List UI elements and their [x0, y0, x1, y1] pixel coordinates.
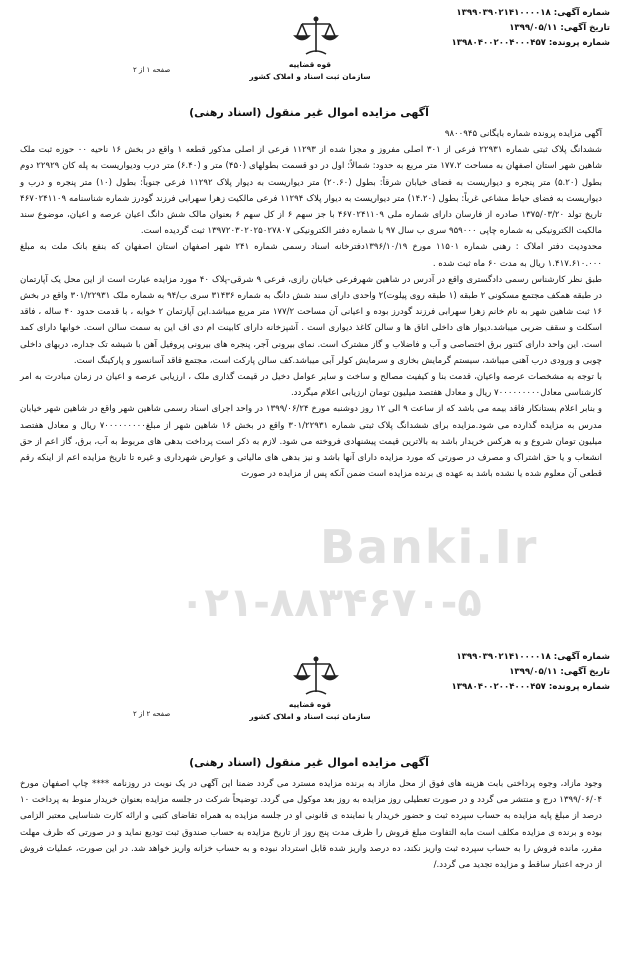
- case-number: شماره پرونده: ۱۳۹۸۰۴۰۰۲۰۰۴۰۰۰۴۵۷: [451, 38, 610, 48]
- judiciary-label: قوه قضاییه: [288, 700, 332, 709]
- watermark-phone: ۰۲۱-۸۸۳۴۶۷۰-۵: [180, 580, 482, 626]
- notice-page-2: [0, 640, 618, 954]
- page-number: صفحه ۲ از ۲: [133, 710, 171, 718]
- paragraph: و بنابر اعلام بستانکار فاقد بیمه می باشد که از ساعت ۹ الی ۱۲ روز دوشنبه مورخ ۱۳۹۹/۰۶/۲۴ در واحد اجرای اسناد رسمی شاهین شهر واقع در شاهین شهر خیابان مدرس به مزایده گذارده می شود.مزایده برای ششدانگ پلاک ثبتی شماره ۳۰۱/۲۲۹۳۱ واقع در بخش ۱۶ شاهین شهر از مبلغ۷۰۰۰۰۰۰۰۰۰ ریال و معادل هفتصد میلیون تومان شروع و به هرکس خریدار باشد به بالاترین قیمت پیشنهادی فروخته می شود. لازم به ذکر است پرداخت بدهی های مربوط به آب، برق، گاز اعم از حق انشعاب و یا حق اشتراک و مصرف در صورتی که مورد مزایده دارای آنها باشد و نیز بدهی های مالیاتی و عوارض شهرداری و غیره تا تاریخ مزایده اعم از اینکه رقم قطعی آن معلوم شده یا نشده باشد به عهده ی برنده مزایده است ضمن آنکه پس از مزایده در صورت: [20, 404, 602, 480]
- org-name: سازمان ثبت اسناد و املاک کشور: [249, 712, 371, 721]
- notice-body: [20, 776, 602, 873]
- page-number: صفحه ۱ از ۲: [133, 66, 171, 74]
- watermark-text: Banki.Ir: [320, 520, 539, 574]
- notice-number: شماره آگهی: ۱۳۹۹۰۳۹۰۲۱۴۱۰۰۰۰۱۸: [456, 652, 610, 662]
- notice-title: آگهی مزایده اموال غیر منقول (اسناد رهنی): [189, 756, 429, 769]
- notice-date: تاریخ آگهی: ۱۳۹۹/۰۵/۱۱: [509, 23, 610, 33]
- judiciary-label: قوه قضاییه: [288, 60, 332, 69]
- judiciary-emblem-icon: [292, 14, 340, 60]
- org-name: سازمان ثبت اسناد و املاک کشور: [249, 72, 371, 81]
- notice-meta: [418, 650, 610, 695]
- paragraph: ششدانگ پلاک ثبتی شماره ۲۲۹۳۱ فرعی از ۳۰۱ اصلی مفروز و مجزا شده از ۱۱۲۹۳ فرعی از اصلی مذکور قطعه ۱ واقع در بخش ۱۶ ناحیه ۰۰ حوزه ثبت ملک شاهین شهر استان اصفهان به مساحت ۱۷۷.۲ متر مربع به حدود: شمالاً: اول در دو قسمت بطولهای (۴۵۰) متر و (۶.۴۰) متر درب ودیواریست به پله کان ۲۲۹۲۹ دوم بطول (۵.۲۰) متر پنجره و دیواریست به فضای خیابان شرقاً: بطول (۲۰.۶۰) متر دیواریست به دیوار پلاک ۱۱۲۹۲ فرعی جنوباً: بطول (۱۰) متر پنجره و درب و دیواریست به فضای حیاط مشاعی غرباً: بطول (۱۴.۲۰) متر دیواریست به دیوار پلاک ۱۱۲۹۴ فرعی مالکیت زهرا سهرابی فرزند گودرز شماره شناسنامه ۴۶۷۰۲۴۱۱۰۹ تاریخ تولد ۱۳۷۵/۰۳/۲۰ صادره از فارسان دارای شماره ملی ۴۶۷۰۲۴۱۱۰۹ با جز سهم ۶ از کل سهم ۶ بعنوان مالک شش دانگ اعیان عرصه و اعیان، موضوع سند مالکیت الکترونیکی به شماره چاپی ۹۵۹۰۰۰ سری ب سال ۹۷ با شماره دفتر الکترونیکی ۱۳۹۷۲۰۳۰۲۰۲۵۰۲۷۸۰۷ ثبت گردیده است.: [20, 145, 603, 237]
- paragraph: طبق نظر کارشناس رسمی دادگستری واقع در آدرس در شاهین شهرفرعی خیابان رازی، فرعی ۹ شرقی-پلاک ۴۰ مورد مزایده عبارت است از این محل یک آپارتمان در طبقه همکف مجتمع مسکونی ۲ طبقه (۱ طبقه روی پیلوت)۲ واحدی دارای سند شش دانگ به شماره ۳۱۴۳۶ سری ب/۹۴ به شماره ملک ۳۰۱/۲۲۹۳۱ واقع در بخش ۱۶ ثبت شاهین شهر به نام خانم زهرا سهرابی فرزند گودرز بوده و اعیانی آن مساحت ۱۷۷/۲ متر مربع میباشد.این آپارتمان ۲ خوابه ، با قدمت حدود ۴۰ ساله ، فاقد اسکلت و سقف ضربی میباشد.دیوار های داخلی اتاق ها و سالن کاغذ دیواری است . آشپزخانه دارای کابینت ام دی اف این به سمت سالن است. خوابها دارای کمد است. این واحد دارای کنتور برق اختصاصی و آب و فاضلاب و گاز مشترک است. نمای بیرونی آجر، پنجره های بیرونی پروفیل آهن با شیشه تک جداره، دربهای داخلی چوبی و ورودی درب آهنی میباشد، سیستم گرمایش بخاری و سرمایش کولر آبی میباشد.کف سالن پارکت است، مجتمع فاقد آسانسور و پارکینگ است.: [20, 274, 603, 366]
- judiciary-emblem-icon: [292, 654, 340, 700]
- paragraph: با توجه به مشخصات عرصه واعیان، قدمت بنا و کیفیت مصالح و ساخت و سایر عوامل دخیل در قیمت گذاری ملک ، ارزیابی عرصه و اعیان در زمان مبادرت به امر کارشناسی معادل۷۰۰۰۰۰۰۰۰۰ ریال و معادل هفتصد میلیون تومان ارزیابی اعلام میگردد.: [20, 372, 602, 399]
- case-number: شماره پرونده: ۱۳۹۸۰۴۰۰۲۰۰۴۰۰۰۴۵۷: [451, 682, 610, 692]
- paragraph: آگهی مزایده پرونده شماره بایگانی ۹۸۰۰۹۴۵: [444, 129, 602, 139]
- paragraph: وجود مازاد، وجوه پرداختی بابت هزینه های فوق از محل مازاد به برنده مزایده مسترد می گردد ضمنا این آگهی در یک نوبت در روزنامه **** چاپ اصفهان مورخ ۱۳۹۹/۰۶/۰۴ درج و منتشر می گردد و در صورت تعطیلی روز مزایده به روز بعد موکول می گردد. توضیحاً شرکت در جلسه مزایده بعنوان خریدار منوط به پرداخت ۱۰ درصد از مبلغ پایه مزایده به حساب سپرده ثبت و حضور خریدار یا نماینده ی قانونی او در جلسه مزایده به همراه تقاضای کتبی و ارائه کارت شناسایی معتبر الزامی بوده و برنده ی مزایده مکلف است مابه التفاوت مبلغ فروش را ظرف مدت پنج روز از تاریخ مزایده به حساب صندوق ثبت تودیع نماید و در صورتی که ظرف مهلت مقرر، مانده فروش را به حساب سپرده ثبت واریز نکند، ده درصد واریز شده قابل استرداد نبوده و به حساب خزانه واریز خواهد شد. در این صورت، عملیات فروش از درجه اعتبار ساقط و مزایده تجدید می گردد./: [20, 779, 602, 871]
- paragraph: محدودیت دفتر املاک : رهنی شماره ۱۱۵۰۱ مورخ ۱۳۹۶/۱۰/۱۹دفترخانه اسناد رسمی شماره ۲۴۱ شهر اصفهان استان اصفهان که بنفع بانک ملت به مبلغ ۱.۴۱۷.۶۱۰.۰۰۰ ریال به مدت ۶۰ ماه ثبت شده .: [20, 242, 602, 269]
- notice-title: آگهی مزایده اموال غیر منقول (اسناد رهنی): [189, 106, 429, 119]
- notice-number: شماره آگهی: ۱۳۹۹۰۳۹۰۲۱۴۱۰۰۰۰۱۸: [456, 8, 610, 18]
- notice-meta: [418, 6, 610, 51]
- notice-body: [20, 126, 602, 482]
- notice-date: تاریخ آگهی: ۱۳۹۹/۰۵/۱۱: [509, 667, 610, 677]
